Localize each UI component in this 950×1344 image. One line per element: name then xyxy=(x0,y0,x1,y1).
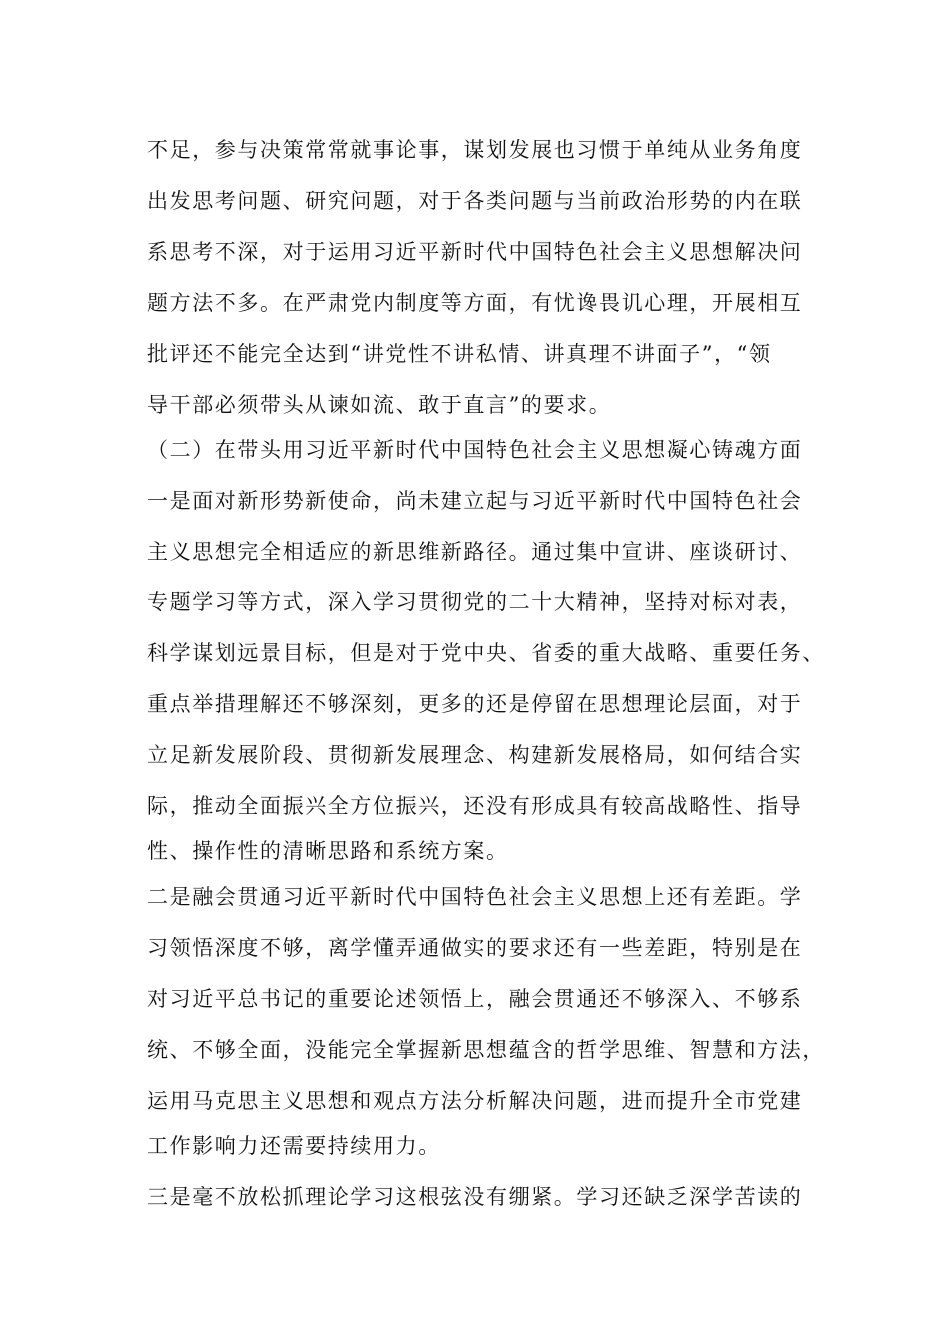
text-line: 不足，参与决策常常就事论事，谋划发展也习惯于单纯从业务角度 xyxy=(147,138,803,162)
text-line: 际，推动全面振兴全方位振兴，还没有形成具有较高战略性、指导 xyxy=(147,794,803,818)
text-line: 批评还不能完全达到“讲党性不讲私情、讲真理不讲面子”，“领 xyxy=(147,342,772,366)
text-line: 科学谋划远景目标，但是对于党中央、省委的重大战略、重要任务、 xyxy=(147,641,825,665)
text-line: 系思考不深，对于运用习近平新时代中国特色社会主义思想解决问 xyxy=(147,240,803,264)
text-line: 习领悟深度不够，离学懂弄通做实的要求还有一些差距，特别是在 xyxy=(147,936,803,960)
text-line: 统、不够全面，没能完全掌握新思想蕴含的哲学思维、智慧和方法， xyxy=(147,1038,825,1062)
text-line: 一是面对新形势新使命，尚未建立起与习近平新时代中国特色社会 xyxy=(147,489,803,513)
text-line: 三是毫不放松抓理论学习这根弦没有绷紧。学习还缺乏深学苦读的 xyxy=(147,1185,803,1209)
text-line: 重点举措理解还不够深刻，更多的还是停留在思想理论层面，对于 xyxy=(147,692,803,716)
text-line: 对习近平总书记的重要论述领悟上，融会贯通还不够深入、不够系 xyxy=(147,987,803,1011)
text-line: 性、操作性的清晰思路和系统方案。 xyxy=(147,839,509,863)
text-line: 题方法不多。在严肃党内制度等方面，有忧谗畏讥心理，开展相互 xyxy=(147,291,803,315)
text-line: 立足新发展阶段、贯彻新发展理念、构建新发展格局，如何结合实 xyxy=(147,743,803,767)
text-line: 二是融会贯通习近平新时代中国特色社会主义思想上还有差距。学 xyxy=(147,885,803,909)
text-line: 工作影响力还需要持续用力。 xyxy=(147,1134,441,1158)
section-heading: （二）在带头用习近平新时代中国特色社会主义思想凝心铸魂方面 xyxy=(147,438,803,462)
text-line: 导干部必须带头从谏如流、敢于直言”的要求。 xyxy=(147,393,612,417)
text-line: 主义思想完全相适应的新思维新路径。通过集中宣讲、座谈研讨、 xyxy=(147,540,803,564)
text-line: 出发思考问题、研究问题，对于各类问题与当前政治形势的内在联 xyxy=(147,189,803,213)
text-line: 专题学习等方式，深入学习贯彻党的二十大精神，坚持对标对表， xyxy=(147,590,803,614)
text-line: 运用马克思主义思想和观点方法分析解决问题，进而提升全市党建 xyxy=(147,1089,803,1113)
